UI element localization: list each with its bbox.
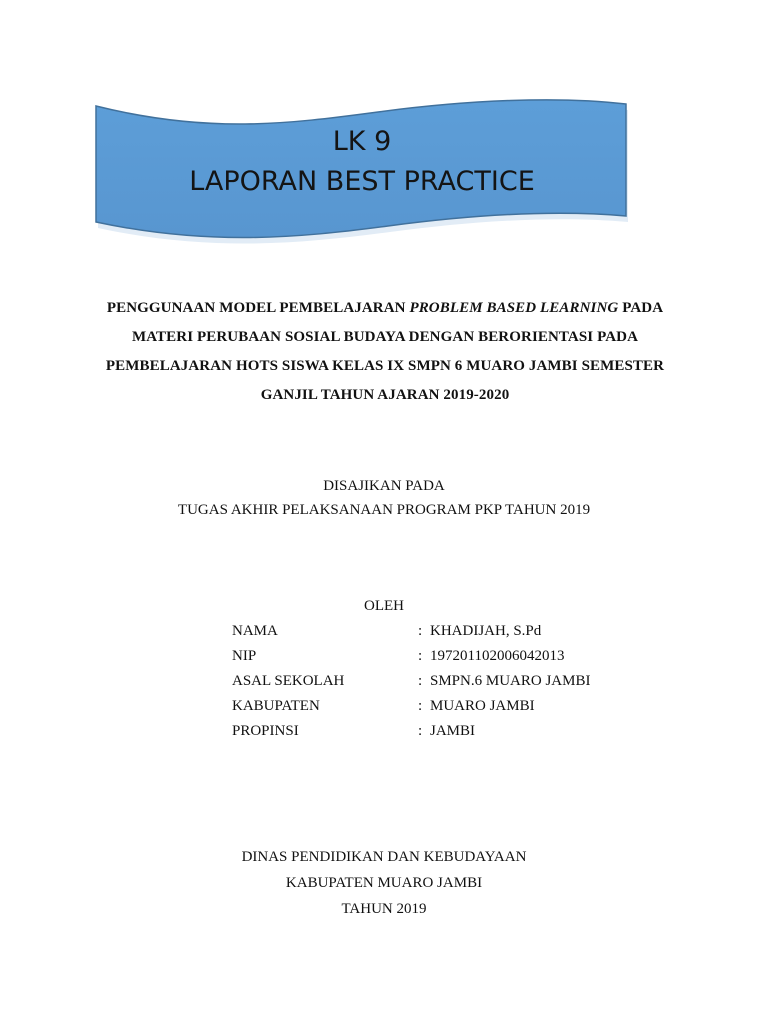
info-row-name [232, 620, 612, 645]
info-label: PROPINSI [232, 723, 299, 739]
title-line-4: GANJIL TAHUN AJARAN 2019-2020 [260, 387, 510, 403]
info-value: KHADIJAH, S.Pd [430, 623, 542, 639]
title-line-2: MATERI PERUBAAN SOSIAL BUDAYA DENGAN BERORIENTASI PADA [131, 329, 639, 345]
presented-line-1: DISAJIKAN PADA [323, 478, 445, 494]
author-info-table [232, 620, 612, 745]
footer-line-2: KABUPATEN MUARO JAMBI [285, 875, 483, 891]
info-label: KABUPATEN [232, 698, 320, 714]
info-value: 197201102006042013 [430, 648, 565, 664]
info-value: MUARO JAMBI [430, 698, 535, 714]
info-colon: : [418, 623, 423, 639]
info-row-regency [232, 695, 612, 720]
info-label: NIP [232, 648, 257, 664]
info-label: ASAL SEKOLAH [232, 673, 345, 689]
banner-line-1: LK 9 [332, 126, 392, 157]
footer-line-3: TAHUN 2019 [341, 901, 427, 917]
title-line-3: PEMBELAJARAN HOTS SISWA KELAS IX SMPN 6 MUARO JAMBI SEMESTER [105, 358, 665, 374]
report-title [80, 294, 690, 410]
info-colon: : [418, 698, 423, 714]
title-line-1 [80, 294, 690, 323]
by-label: OLEH [364, 598, 404, 614]
info-label: NAMA [232, 623, 278, 639]
info-value: SMPN.6 MUARO JAMBI [430, 673, 591, 689]
title-banner [88, 94, 636, 250]
banner-line-2: LAPORAN BEST PRACTICE [189, 166, 535, 197]
info-colon: : [418, 723, 423, 739]
footer-line-1: DINAS PENDIDIKAN DAN KEBUDAYAAN [241, 849, 527, 865]
info-colon: : [418, 648, 423, 664]
title-line-1-post: PADA [618, 300, 664, 316]
info-row-school [232, 670, 612, 695]
info-colon: : [418, 673, 423, 689]
info-value: JAMBI [430, 723, 476, 739]
info-row-nip [232, 645, 612, 670]
title-line-1-pre: PENGGUNAAN MODEL PEMBELAJARAN [106, 300, 410, 316]
presented-line-2: TUGAS AKHIR PELAKSANAAN PROGRAM PKP TAHUN 2019 [177, 502, 591, 518]
info-row-province [232, 720, 612, 745]
title-line-1-italic: PROBLEM BASED LEARNING [409, 300, 619, 316]
